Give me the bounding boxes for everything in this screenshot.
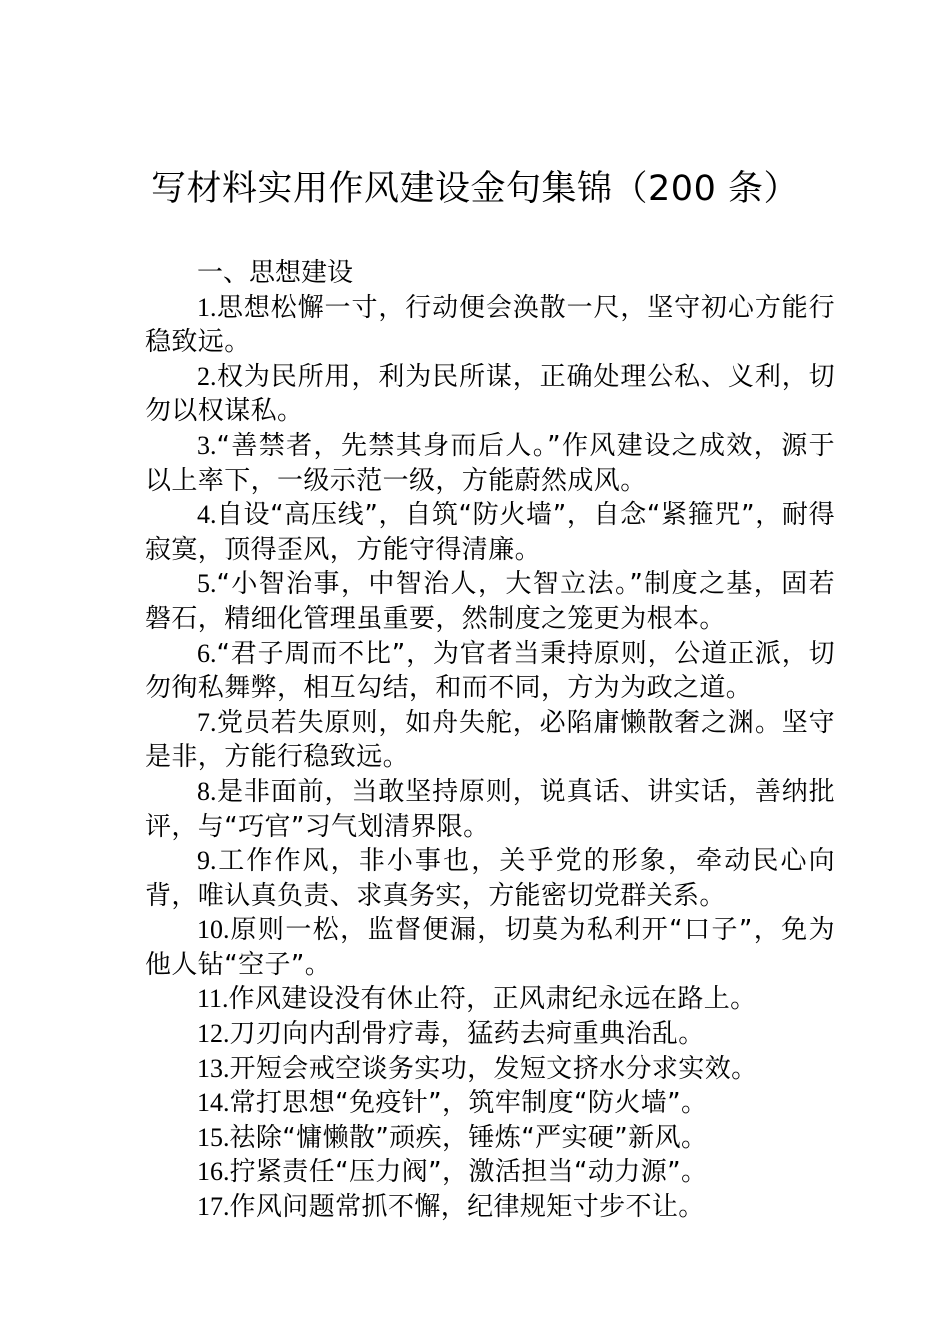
list-item xyxy=(145,982,835,1017)
item-text: 原则一松，监督便漏，切莫为私利开“口子”，免为他人钻“空子”。 xyxy=(145,915,835,980)
item-text: 工作作风，非小事也，关乎党的形象，牵动民心向背，唯认真负责、求真务实，方能密切党群关系。 xyxy=(145,846,835,911)
item-text: 是非面前，当敢坚持原则，说真话、讲实话，善纳批评，与“巧官”习气划清界限。 xyxy=(145,776,835,842)
item-text: 刀刃向内刮骨疗毒，猛药去疴重典治乱。 xyxy=(229,1019,705,1050)
list-item xyxy=(145,1190,835,1225)
item-number: 6. xyxy=(197,638,217,668)
item-text: “君子周而不比”，为官者当秉持原则，公道正派，切勿徇私舞弊，相互勾结，和而不同，方为为政之道。 xyxy=(145,638,835,704)
item-number: 1. xyxy=(197,292,217,322)
item-text: 作风建设没有休止符，正风肃纪永远在路上。 xyxy=(228,984,757,1015)
item-text: “小智治事，中智治人，大智立法。”制度之基，固若磐石，精细化管理虽重要，然制度之笼更为根本。 xyxy=(145,569,835,634)
list-item xyxy=(145,706,835,775)
list-item xyxy=(145,360,835,429)
item-number: 2. xyxy=(197,361,217,391)
list-item xyxy=(145,567,835,636)
list-item xyxy=(145,1086,835,1121)
item-number: 15. xyxy=(197,1122,230,1152)
list-item xyxy=(145,913,835,982)
list-item xyxy=(145,1052,835,1087)
item-text: 拧紧责任“压力阀”，激活担当“动力源”。 xyxy=(229,1157,708,1188)
item-text: 祛除“慵懒散”顽疾，锤炼“严实硬”新风。 xyxy=(229,1122,708,1153)
list-item xyxy=(145,775,835,844)
item-number: 8. xyxy=(197,776,217,806)
list-item xyxy=(145,1155,835,1190)
item-text: 思想松懈一寸，行动便会涣散一尺，坚守初心方能行稳致远。 xyxy=(145,292,835,358)
item-number: 10. xyxy=(197,915,230,945)
list-item xyxy=(145,637,835,706)
item-number: 4. xyxy=(197,500,217,530)
item-number: 3. xyxy=(197,430,217,460)
item-text: 开短会戒空谈务实功，发短文挤水分求实效。 xyxy=(229,1053,758,1084)
item-text: 常打思想“免疫针”，筑牢制度“防火墙”。 xyxy=(229,1088,708,1119)
item-number: 13. xyxy=(197,1053,230,1083)
item-text: 权为民所用，利为民所谋，正确处理公私、义利，切勿以权谋私。 xyxy=(145,361,835,427)
list-item xyxy=(145,1017,835,1052)
list-item xyxy=(145,844,835,913)
item-number: 9. xyxy=(197,846,217,876)
item-number: 17. xyxy=(197,1192,230,1222)
item-text: “善禁者，先禁其身而后人。”作风建设之成效，源于以上率下，一级示范一级，方能蔚然成风。 xyxy=(145,430,835,496)
item-number: 7. xyxy=(197,707,217,737)
item-number: 11. xyxy=(197,984,229,1014)
item-number: 14. xyxy=(197,1088,230,1118)
list-item xyxy=(145,1121,835,1156)
item-text: 自设“高压线”，自筑“防火墙”，自念“紧箍咒”，耐得寂寞，顶得歪风，方能守得清廉。 xyxy=(145,500,835,565)
section-heading: 一、思想建设 xyxy=(197,258,354,288)
item-number: 16. xyxy=(197,1157,230,1187)
list-item xyxy=(145,291,835,360)
item-number: 5. xyxy=(197,569,217,599)
document-title: 写材料实用作风建设金句集锦（200 条） xyxy=(151,169,799,209)
item-text: 作风问题常抓不懈，纪律规矩寸步不让。 xyxy=(229,1192,705,1223)
list-item xyxy=(145,498,835,567)
list-item xyxy=(145,429,835,498)
document-body xyxy=(145,256,835,1225)
item-number: 12. xyxy=(197,1019,230,1049)
item-text: 党员若失原则，如舟失舵，必陷庸懒散奢之渊。坚守是非，方能行稳致远。 xyxy=(145,707,835,773)
